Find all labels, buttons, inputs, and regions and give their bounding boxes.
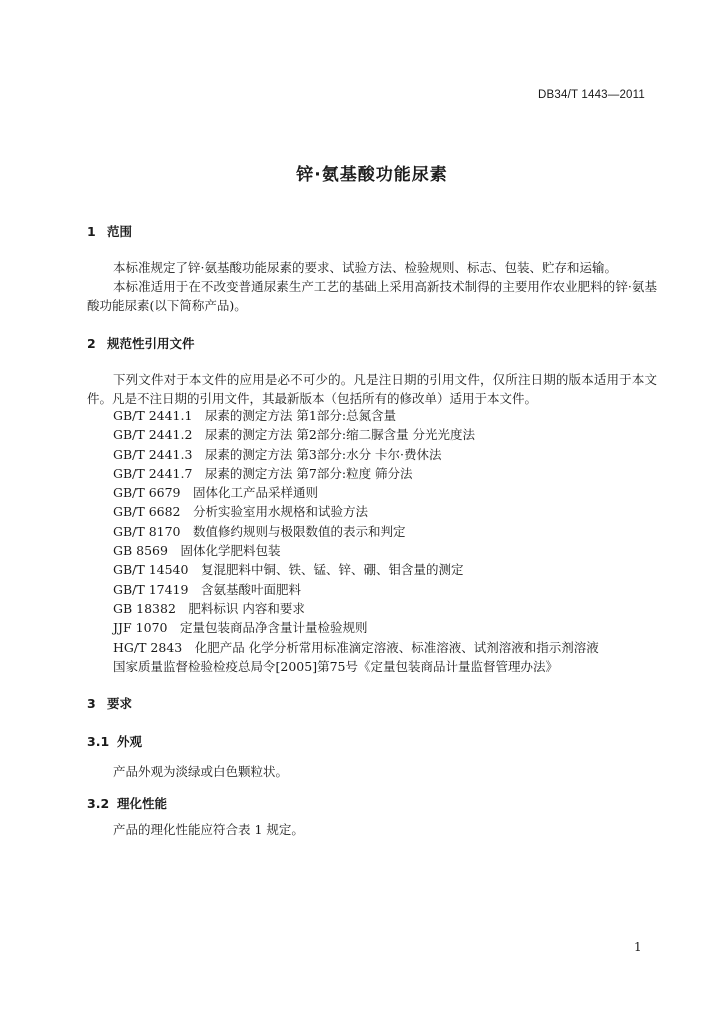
reference-item: GB/T 2441.3 尿素的测定方法 第3部分:水分 卡尔·费休法: [113, 446, 442, 462]
reference-item: GB/T 2441.2 尿素的测定方法 第2部分:缩二脲含量 分光光度法: [113, 427, 476, 443]
reference-item: GB/T 14540 复混肥料中铜、铁、锰、锌、硼、钼含量的测定: [113, 562, 464, 578]
subsection-3-2-heading: [87, 794, 167, 812]
reference-item: 国家质量监督检验检疫总局令[2005]第75号《定量包装商品计量监督管理办法》: [113, 658, 558, 674]
reference-list: [113, 406, 599, 676]
standard-code: DB34/T 1443—2011: [538, 89, 645, 101]
section-number: 3: [87, 696, 96, 711]
scope-paragraph-1: 本标准规定了锌·氨基酸功能尿素的要求、试验方法、检验规则、标志、包装、贮存和运输。: [113, 260, 617, 275]
section-3-heading: [87, 694, 132, 712]
section-title: 范围: [107, 224, 133, 239]
section-1-heading: [87, 222, 132, 240]
subsection-number: 3.1: [87, 734, 110, 749]
reference-item: GB/T 2441.1 尿素的测定方法 第1部分:总氮含量: [113, 408, 397, 423]
subsection-title: 理化性能: [117, 796, 168, 811]
section-number: 2: [87, 336, 96, 351]
document-title: 锌·氨基酸功能尿素: [296, 165, 448, 185]
reference-item: JJF 1070 定量包装商品净含量计量检验规则: [113, 620, 368, 636]
section-title: 要求: [107, 696, 133, 711]
appearance-text: 产品外观为淡绿或白色颗粒状。: [113, 764, 289, 779]
reference-item: GB/T 17419 含氨基酸叶面肥料: [113, 581, 301, 597]
physchem-text: 产品的理化性能应符合表 1 规定。: [113, 822, 304, 837]
reference-item: GB 18382 肥料标识 内容和要求: [113, 600, 305, 616]
reference-item: GB/T 6682 分析实验室用水规格和试验方法: [113, 504, 369, 520]
section-title: 规范性引用文件: [107, 336, 195, 351]
subsection-3-1-heading: [87, 732, 142, 750]
page-number: 1: [634, 940, 642, 954]
subsection-title: 外观: [117, 734, 143, 749]
section-2-heading: [87, 334, 195, 352]
reference-item: GB/T 8170 数值修约规则与极限数值的表示和判定: [113, 523, 406, 539]
reference-item: GB/T 2441.7 尿素的测定方法 第7部分:粒度 筛分法: [113, 465, 413, 481]
scope-paragraph-2: 本标准适用于在不改变普通尿素生产工艺的基础上采用高新技术制得的主要用作农业肥料的锌·氨基酸功能尿素(以下简称产品)。: [87, 279, 657, 313]
reference-item: GB 8569 固体化学肥料包装: [113, 543, 281, 559]
normative-refs-intro: 下列文件对于本文件的应用是必不可少的。凡是注日期的引用文件，仅所注日期的版本适用于本文件。凡是不注日期的引用文件，其最新版本（包括所有的修改单）适用于本文件。: [87, 372, 657, 406]
section-number: 1: [87, 224, 96, 239]
reference-item: HG/T 2843 化肥产品 化学分析常用标准滴定溶液、标准溶液、试剂溶液和指示剂溶液: [113, 639, 599, 655]
reference-item: GB/T 6679 固体化工产品采样通则: [113, 485, 319, 501]
subsection-number: 3.2: [87, 796, 110, 811]
